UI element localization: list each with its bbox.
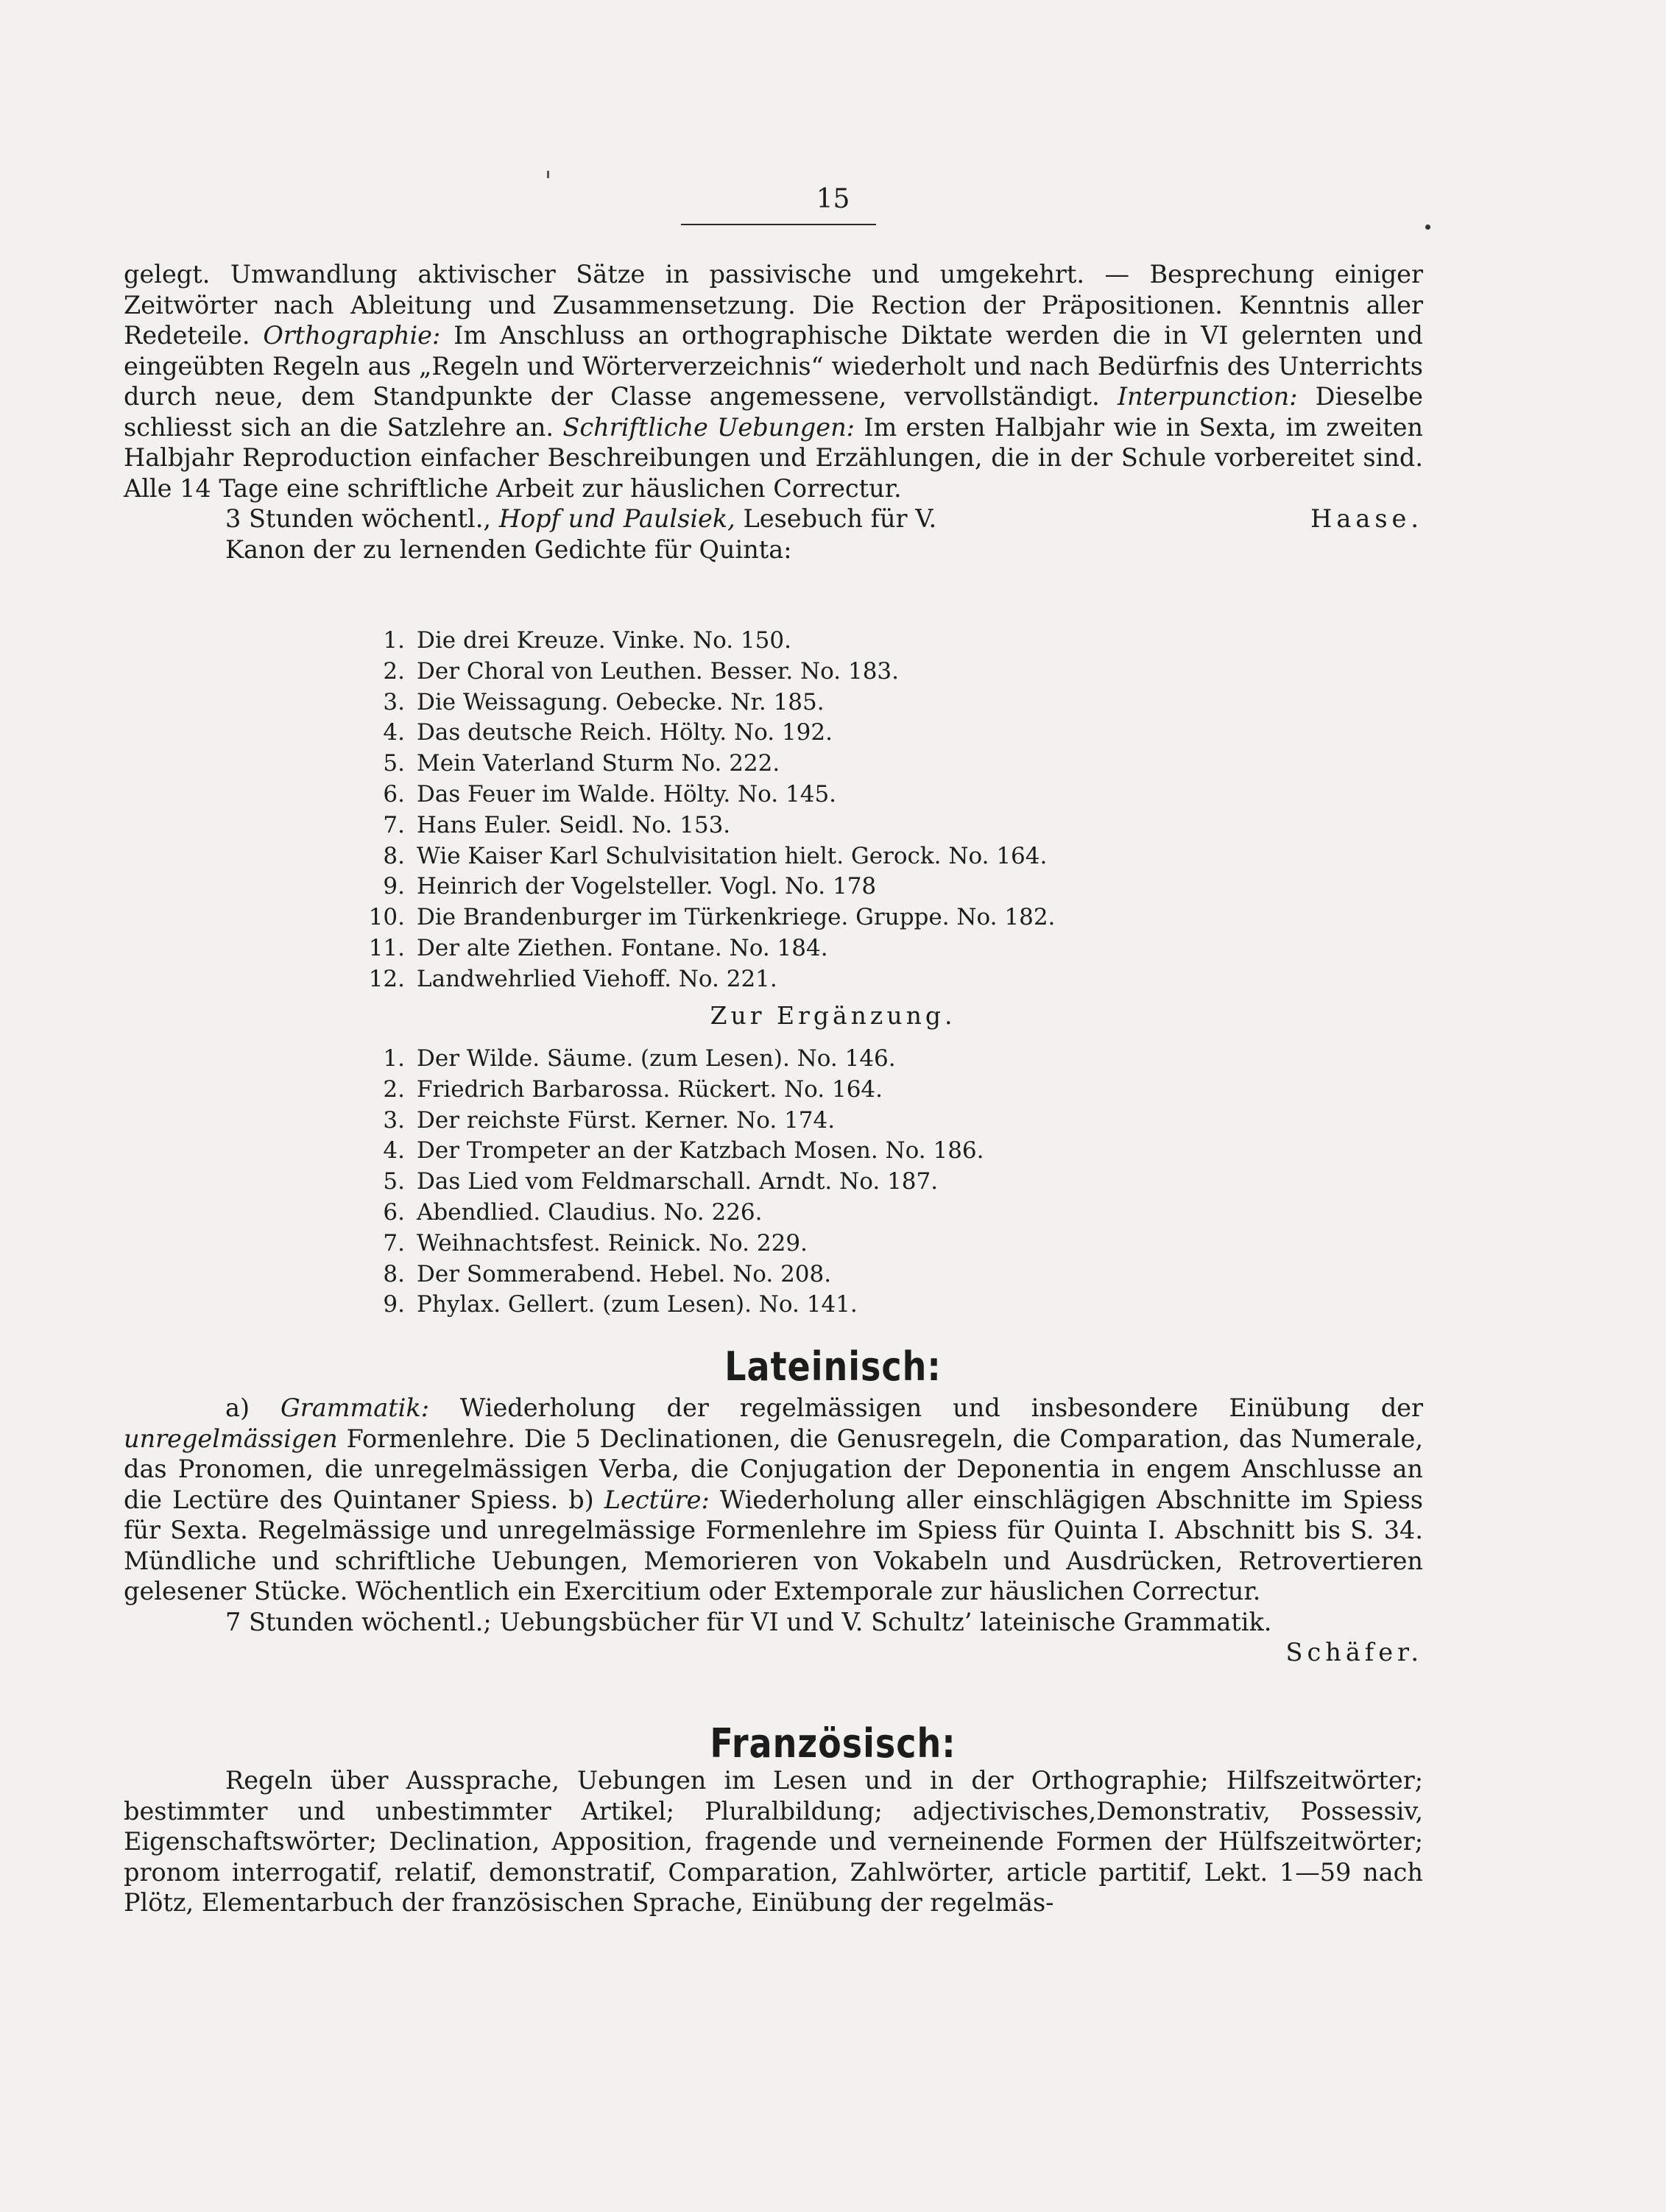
french-section	[124, 1765, 1423, 1918]
list-item: 5. Mein Vaterland Sturm No. 222.	[383, 750, 780, 777]
list-item: 6. Abendlied. Claudius. No. 226.	[383, 1198, 763, 1226]
textbook-title: Hopf und Paulsiek,	[498, 504, 735, 533]
list-item: 7. Hans Euler. Seidl. No. 153.	[383, 811, 731, 838]
page-number-rule	[681, 224, 876, 225]
teacher-name: Schäfer.	[1285, 1638, 1423, 1667]
list-item: 6. Das Feuer im Walde. Hölty. No. 145.	[383, 780, 837, 808]
list-item: 5. Das Lied vom Feldmarschall. Arndt. No. 187.	[383, 1168, 939, 1195]
list-item: 1. Die drei Kreuze. Vinke. No. 150.	[383, 627, 791, 654]
list-item: 3. Der reichste Fürst. Kerner. No. 174.	[383, 1106, 836, 1134]
list-item: 8. Wie Kaiser Karl Schulvisitation hielt. Gerock. No. 164.	[383, 842, 1048, 869]
french-paragraph: Regeln über Aussprache, Uebungen im Lesen und in der Orthographie; Hilfszeitwörter; bestimmter und unbestimmter Artikel; Pluralbildung; adjectivisches,Demonstrativ, Possessiv, Eigenschaftswörter; Declination, Apposition, fragende und verneinende Formen der Hülfszeitwörter; pronom interrogatif, relatif, demonstratif, Comparation, Zahlwörter, article partitif, Lekt. 1—59 nach Plötz, Elementarbuch der französischen Sprache, Einübung der regelmäs-	[124, 1766, 1423, 1917]
list-item: 2. Der Choral von Leuthen. Besser. No. 183.	[383, 657, 900, 685]
german-paragraph: gelegt. Umwandlung aktivischer Sätze in passivische und umgekehrt. — Besprechung einiger Zeitwörter nach Ableitung und Zusammensetzung. Die Rection der Präpositionen. Kenntnis aller Redeteile. Orthographie: Im Anschluss an orthographische Diktate werden die in VI gelernten und eingeübten Regeln aus „Regeln und Wörterverzeichnis“ wiederholt und nach Bedürfnis des Unterrichts durch neue, dem Standpunkte der Classe angemessene, vervollständigt. Interpunction: Dieselbe schliesst sich an die Satzlehre an. Schriftliche Uebungen: Im ersten Halbjahr wie in Sexta, im zweiten Halbjahr Reproduction einfacher Beschreibungen und Erzählungen, die in der Schule vorbereitet sind. Alle 14 Tage eine schriftliche Arbeit zur häuslichen Correctur.	[124, 260, 1423, 503]
list-item: 4. Das deutsche Reich. Hölty. No. 192.	[383, 719, 833, 746]
unregelmaessigen-term: unregelmässigen	[124, 1424, 338, 1453]
list-item: 4. Der Trompeter an der Katzbach Mosen. No. 186.	[383, 1137, 984, 1165]
list-item: 9. Phylax. Gellert. (zum Lesen). No. 141.	[383, 1291, 858, 1318]
list-item: 2. Friedrich Barbarossa. Rückert. No. 164.	[383, 1075, 883, 1103]
list-item: 3. Die Weissagung. Oebecke. Nr. 185.	[383, 688, 825, 715]
grammatik-label: Grammatik:	[280, 1393, 429, 1422]
section-heading-latin: Lateinisch:	[724, 1343, 942, 1390]
german-hours-line: 3 Stunden wöchentl., Hopf und Paulsiek, Lesebuch für V. Haase.	[225, 504, 1423, 533]
latin-section	[124, 1393, 1423, 1668]
list-item: 9. Heinrich der Vogelsteller. Vogl. No. 178	[383, 873, 877, 900]
canon-heading: Kanon der zu lernenden Gedichte für Quinta:	[225, 534, 792, 564]
latin-hours-line: 7 Stunden wöchentl.; Uebungsbücher für VI und V. Schultz’ lateinische Grammatik.	[225, 1607, 1272, 1636]
interpunction-label: Interpunction:	[1117, 382, 1298, 411]
page-number: 15	[816, 184, 850, 214]
orthographie-label: Orthographie:	[263, 321, 441, 350]
teacher-name: Haase.	[1310, 504, 1423, 533]
print-dot	[1425, 225, 1430, 230]
latin-paragraph: a) Grammatik: Wiederholung der regelmässigen und insbesondere Einübung der unregelmässigen Formenlehre. Die 5 Declinationen, die Genusregeln, die Comparation, das Numerale, das Pronomen, die unregelmässigen Verba, die Conjugation der Deponentia in engem Anschlusse an die Lectüre des Quintaner Spiess. b) Lectüre: Wiederholung aller einschlägigen Abschnitte im Spiess für Sexta. Regelmässige und unregelmässige Formenlehre im Spiess für Quinta I. Abschnitt bis S. 34. Mündliche und schriftliche Uebungen, Memorieren von Vokabeln und Ausdrücken, Retrovertieren gelesener Stücke. Wöchentlich ein Exercitium oder Extemporale zur häuslichen Correctur.	[124, 1393, 1423, 1605]
poem-list	[353, 626, 1310, 995]
section-heading-french: Französisch:	[710, 1720, 956, 1767]
print-mark	[547, 171, 549, 178]
list-item: 12. Landwehrlied Viehoff. No. 221.	[368, 965, 777, 992]
list-item: 1. Der Wilde. Säume. (zum Lesen). No. 146.	[383, 1045, 896, 1072]
list-item: 7. Weihnachtsfest. Reinick. No. 229.	[383, 1229, 808, 1257]
list-item: 10. Die Brandenburger im Türkenkriege. Gruppe. No. 182.	[368, 904, 1056, 931]
supplement-poem-list	[353, 1044, 1310, 1321]
german-continuation-block	[124, 259, 1423, 565]
list-item: 11. Der alte Ziethen. Fontane. No. 184.	[368, 934, 828, 961]
lecture-label: Lectüre:	[604, 1485, 710, 1514]
schriftliche-uebungen-label: Schriftliche Uebungen:	[562, 412, 855, 442]
supplement-heading: Zur Ergänzung.	[710, 1001, 956, 1030]
list-item: 8. Der Sommerabend. Hebel. No. 208.	[383, 1260, 832, 1287]
